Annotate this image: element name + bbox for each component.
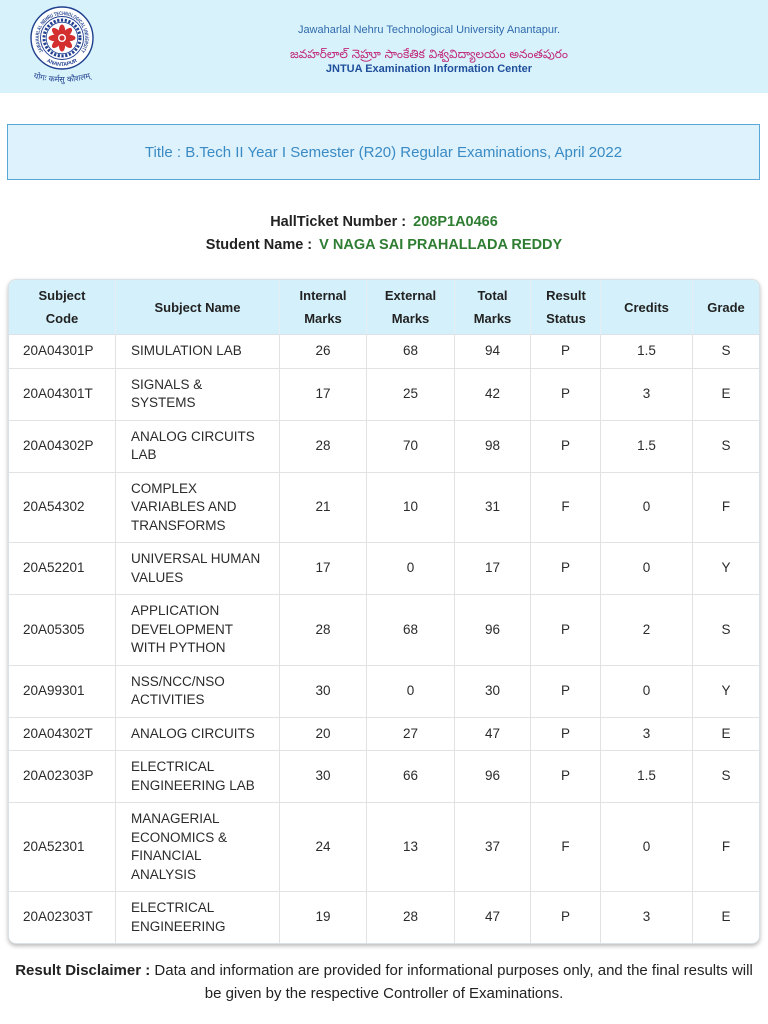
- student-name-label: Student Name :: [205, 237, 313, 253]
- column-header-external-marks: [367, 280, 455, 335]
- seal-motto-text: योगः कर्मसु कौशलम्: [32, 71, 92, 85]
- site-header: [0, 0, 768, 93]
- subject-name-value: ANALOG CIRCUITS LAB: [131, 428, 255, 462]
- column-header-subject-name: [116, 280, 280, 335]
- grade-value: Y: [721, 682, 731, 698]
- cell-subject-code: [9, 369, 116, 421]
- total-marks-value: 30: [484, 682, 501, 698]
- internal-marks-value: 24: [315, 838, 331, 854]
- column-header-subject-code: [9, 280, 116, 335]
- cell-result-status: [531, 369, 601, 421]
- seal-ring-top-text: JAWAHARLAL NEHRU TECHNOLOGICAL UNIVERSITY: [34, 10, 90, 55]
- grade-value: F: [721, 838, 731, 854]
- cell-total-marks: [455, 892, 531, 943]
- credits-value: 1.5: [637, 437, 656, 453]
- disclaimer-label: Result Disclaimer :: [15, 962, 151, 979]
- total-marks-value: 42: [484, 385, 501, 401]
- subject-name-value: NSS/NCC/NSO ACTIVITIES: [131, 673, 225, 707]
- column-header-label: Subject Code: [38, 288, 86, 326]
- exam-title: Title : B.Tech II Year I Semester (R20) Regular Examinations, April 2022: [144, 143, 623, 161]
- column-header-label: Total Marks: [473, 288, 512, 326]
- grade-value: E: [721, 385, 731, 401]
- cell-grade: [693, 335, 759, 369]
- university-name-english: Jawaharlal Nehru Technological University Anantapur.: [297, 24, 561, 36]
- cell-subject-name: [116, 892, 280, 943]
- cell-subject-name: [116, 803, 280, 892]
- table-header: [9, 280, 759, 335]
- cell-external-marks: [367, 666, 455, 718]
- credits-value: 0: [642, 499, 651, 514]
- cell-subject-code: [9, 421, 116, 473]
- internal-marks-value: 19: [315, 909, 331, 925]
- column-header-label: Grade: [707, 299, 745, 315]
- result-status-value: P: [560, 343, 570, 358]
- cell-credits: [601, 421, 693, 473]
- cell-external-marks: [367, 543, 455, 595]
- cell-credits: [601, 473, 693, 544]
- subject-code-value: 20A52301: [23, 838, 85, 854]
- exam-title-box: [7, 124, 760, 180]
- cell-subject-name: [116, 751, 280, 803]
- cell-credits: [601, 543, 693, 595]
- result-status-value: P: [560, 437, 570, 453]
- credits-value: 3: [642, 725, 651, 741]
- grade-value: S: [721, 437, 731, 453]
- table-row: [9, 892, 759, 943]
- hallticket-number: 208P1A0466: [413, 214, 498, 230]
- cell-credits: [601, 335, 693, 369]
- cell-result-status: [531, 892, 601, 943]
- result-status-value: P: [560, 725, 570, 741]
- cell-grade: [693, 892, 759, 943]
- result-status-value: F: [561, 499, 570, 514]
- credits-value: 2: [642, 621, 651, 637]
- subject-code-value: 20A04302T: [23, 725, 93, 741]
- cell-grade: [693, 543, 759, 595]
- cell-grade: [693, 718, 759, 752]
- credits-value: 1.5: [637, 343, 656, 358]
- internal-marks-value: 20: [315, 725, 331, 741]
- subject-code-value: 20A02303P: [23, 768, 94, 784]
- subject-name-value: ELECTRICAL ENGINEERING: [131, 900, 226, 934]
- cell-total-marks: [455, 751, 531, 803]
- subject-code-value: 20A04301T: [23, 385, 93, 401]
- cell-internal-marks: [280, 666, 367, 718]
- subject-code-value: 20A52201: [23, 560, 85, 576]
- cell-result-status: [531, 803, 601, 892]
- cell-result-status: [531, 335, 601, 369]
- cell-internal-marks: [280, 751, 367, 803]
- cell-total-marks: [455, 803, 531, 892]
- subject-name-value: ANALOG CIRCUITS: [131, 725, 255, 741]
- result-status-value: P: [560, 385, 570, 401]
- cell-result-status: [531, 718, 601, 752]
- credits-value: 3: [642, 909, 651, 925]
- cell-internal-marks: [280, 718, 367, 752]
- table-row: [9, 751, 759, 803]
- total-marks-value: 98: [484, 437, 501, 453]
- total-marks-value: 37: [484, 838, 501, 854]
- cell-external-marks: [367, 718, 455, 752]
- results-table-grid: [9, 280, 759, 943]
- subject-code-value: 20A54302: [23, 499, 85, 514]
- cell-subject-name: [116, 543, 280, 595]
- external-marks-value: 0: [406, 560, 415, 576]
- credits-value: 1.5: [637, 768, 656, 784]
- cell-result-status: [531, 421, 601, 473]
- cell-subject-code: [9, 595, 116, 666]
- table-row: [9, 803, 759, 892]
- internal-marks-value: 17: [315, 385, 331, 401]
- column-header-label: Subject Name: [154, 299, 241, 315]
- cell-external-marks: [367, 892, 455, 943]
- subject-name-value: ELECTRICAL ENGINEERING LAB: [131, 759, 255, 793]
- total-marks-value: 17: [484, 560, 501, 576]
- table-row: [9, 369, 759, 421]
- credits-value: 0: [642, 560, 651, 576]
- cell-grade: [693, 751, 759, 803]
- column-header-grade: [693, 280, 759, 335]
- cell-subject-name: [116, 718, 280, 752]
- cell-total-marks: [455, 666, 531, 718]
- subject-name-value: COMPLEX VARIABLES AND TRANSFORMS: [131, 480, 237, 533]
- cell-grade: [693, 473, 759, 544]
- cell-grade: [693, 803, 759, 892]
- cell-subject-name: [116, 595, 280, 666]
- external-marks-value: 68: [402, 621, 419, 637]
- cell-subject-name: [116, 369, 280, 421]
- university-name-telugu: జవహర్‌లాల్ నెహ్రూ సాంకేతిక విశ్వవిద్యాలయం అనంతపురం: [290, 47, 568, 61]
- cell-subject-code: [9, 718, 116, 752]
- cell-total-marks: [455, 335, 531, 369]
- result-status-value: P: [560, 682, 570, 698]
- cell-total-marks: [455, 595, 531, 666]
- cell-credits: [601, 803, 693, 892]
- total-marks-value: 47: [484, 725, 501, 741]
- internal-marks-value: 30: [315, 768, 331, 784]
- cell-subject-code: [9, 666, 116, 718]
- result-disclaimer: [8, 959, 760, 1005]
- subject-name-value: SIMULATION LAB: [131, 343, 242, 358]
- table-row: [9, 421, 759, 473]
- cell-subject-name: [116, 666, 280, 718]
- table-row: [9, 666, 759, 718]
- internal-marks-value: 30: [315, 682, 331, 698]
- cell-total-marks: [455, 369, 531, 421]
- column-header-label: Internal Marks: [299, 288, 347, 326]
- cell-external-marks: [367, 369, 455, 421]
- cell-grade: [693, 595, 759, 666]
- column-header-label: External Marks: [384, 288, 437, 326]
- internal-marks-value: 26: [315, 343, 331, 358]
- cell-internal-marks: [280, 803, 367, 892]
- student-name: V NAGA SAI PRAHALLADA REDDY: [319, 237, 563, 253]
- subject-code-value: 20A04302P: [23, 437, 94, 453]
- cell-internal-marks: [280, 369, 367, 421]
- cell-internal-marks: [280, 543, 367, 595]
- credits-value: 3: [642, 385, 651, 401]
- subject-code-value: 20A04301P: [23, 343, 94, 358]
- grade-value: E: [721, 909, 731, 925]
- cell-external-marks: [367, 595, 455, 666]
- cell-subject-code: [9, 751, 116, 803]
- total-marks-value: 96: [484, 768, 501, 784]
- cell-grade: [693, 369, 759, 421]
- grade-value: S: [721, 621, 731, 637]
- subject-name-value: UNIVERSAL HUMAN VALUES: [131, 551, 261, 585]
- cell-credits: [601, 595, 693, 666]
- cell-total-marks: [455, 421, 531, 473]
- external-marks-value: 13: [402, 838, 419, 854]
- result-status-value: P: [560, 560, 570, 576]
- table-row: [9, 335, 759, 369]
- cell-credits: [601, 369, 693, 421]
- cell-grade: [693, 421, 759, 473]
- cell-external-marks: [367, 803, 455, 892]
- lotus-emblem-icon: [49, 25, 76, 52]
- cell-subject-name: [116, 335, 280, 369]
- cell-subject-name: [116, 421, 280, 473]
- cell-internal-marks: [280, 421, 367, 473]
- cell-subject-code: [9, 803, 116, 892]
- disclaimer-text: Data and information are provided for informational purposes only, and the final results will be given by the respective Controller of Examinations.: [154, 962, 753, 1002]
- cell-total-marks: [455, 473, 531, 544]
- cell-internal-marks: [280, 473, 367, 544]
- result-status-value: P: [560, 621, 570, 637]
- cell-subject-code: [9, 473, 116, 544]
- cell-internal-marks: [280, 335, 367, 369]
- cell-external-marks: [367, 421, 455, 473]
- subject-name-value: MANAGERIAL ECONOMICS & FINANCIAL ANALYSIS: [131, 811, 228, 882]
- table-row: [9, 595, 759, 666]
- subject-code-value: 20A99301: [23, 682, 85, 698]
- column-header-result-status: [531, 280, 601, 335]
- grade-value: Y: [721, 560, 731, 576]
- external-marks-value: 68: [402, 343, 419, 358]
- cell-external-marks: [367, 473, 455, 544]
- cell-subject-code: [9, 543, 116, 595]
- results-table: [8, 279, 760, 944]
- external-marks-value: 25: [402, 385, 419, 401]
- external-marks-value: 0: [406, 682, 415, 698]
- external-marks-value: 10: [402, 499, 419, 514]
- cell-grade: [693, 666, 759, 718]
- cell-external-marks: [367, 335, 455, 369]
- grade-value: S: [721, 768, 731, 784]
- table-body: [9, 335, 759, 943]
- subject-name-value: APPLICATION DEVELOPMENT WITH PYTHON: [131, 603, 233, 655]
- cell-subject-name: [116, 473, 280, 544]
- cell-external-marks: [367, 751, 455, 803]
- grade-value: F: [721, 499, 731, 514]
- total-marks-value: 31: [484, 499, 501, 514]
- cell-credits: [601, 718, 693, 752]
- cell-credits: [601, 751, 693, 803]
- internal-marks-value: 28: [315, 437, 331, 453]
- svg-text:योगः कर्मसु कौशलम्: [33, 70, 94, 85]
- result-status-value: P: [560, 909, 570, 925]
- external-marks-value: 70: [402, 437, 419, 453]
- cell-result-status: [531, 595, 601, 666]
- cell-internal-marks: [280, 595, 367, 666]
- total-marks-value: 94: [484, 343, 501, 358]
- hallticket-line: [0, 212, 768, 232]
- hallticket-label: HallTicket Number :: [270, 214, 407, 230]
- cell-subject-code: [9, 892, 116, 943]
- student-name-line: [0, 235, 768, 255]
- table-row: [9, 718, 759, 752]
- examination-center-name: JNTUA Examination Information Center: [325, 63, 533, 75]
- subject-code-value: 20A05305: [23, 621, 85, 637]
- external-marks-value: 27: [402, 725, 419, 741]
- external-marks-value: 66: [402, 768, 419, 784]
- grade-value: S: [721, 343, 731, 358]
- grade-value: E: [721, 725, 731, 741]
- column-header-total-marks: [455, 280, 531, 335]
- cell-total-marks: [455, 543, 531, 595]
- table-header-row: [9, 280, 759, 335]
- total-marks-value: 96: [484, 621, 501, 637]
- subject-name-value: SIGNALS & SYSTEMS: [131, 376, 203, 410]
- credits-value: 0: [642, 838, 651, 854]
- cell-result-status: [531, 473, 601, 544]
- credits-value: 0: [642, 682, 651, 698]
- subject-code-value: 20A02303T: [23, 909, 93, 925]
- cell-result-status: [531, 543, 601, 595]
- table-row: [9, 473, 759, 544]
- column-header-credits: [601, 280, 693, 335]
- column-header-label: Credits: [624, 299, 669, 315]
- cell-result-status: [531, 666, 601, 718]
- table-row: [9, 543, 759, 595]
- cell-credits: [601, 892, 693, 943]
- cell-total-marks: [455, 718, 531, 752]
- column-header-label: Result Status: [546, 288, 586, 326]
- result-status-value: P: [560, 768, 570, 784]
- column-header-internal-marks: [280, 280, 367, 335]
- cell-credits: [601, 666, 693, 718]
- cell-result-status: [531, 751, 601, 803]
- internal-marks-value: 28: [315, 621, 331, 637]
- external-marks-value: 28: [402, 909, 419, 925]
- internal-marks-value: 21: [315, 499, 331, 514]
- seal-ring-bottom-text: ANANTAPUR: [45, 57, 79, 69]
- cell-subject-code: [9, 335, 116, 369]
- cell-internal-marks: [280, 892, 367, 943]
- internal-marks-value: 17: [315, 560, 331, 576]
- university-seal-logo: [25, 5, 99, 85]
- total-marks-value: 47: [484, 909, 501, 925]
- result-status-value: F: [561, 838, 570, 854]
